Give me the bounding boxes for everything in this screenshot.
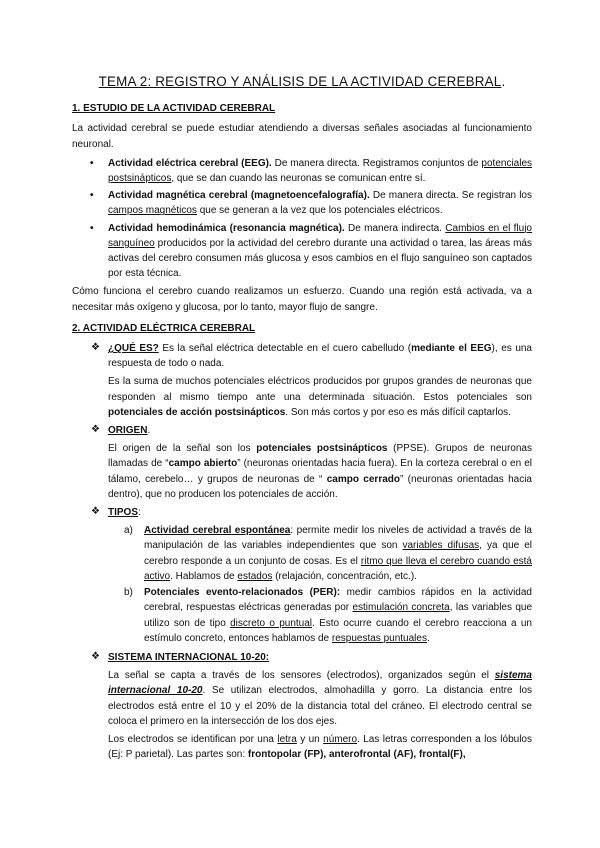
list-item: a) Actividad cerebral espontánea: permite medir los niveles de actividad a través de la manipulación de las variables independientes que son variables difusas, ya que el cerebro responde a un conjunto de cosas. Es el ritmo que lleva el cerebro cuando está activo. Hablamos de estados (relajación, concentración, etc.). (124, 525, 532, 582)
section-1-intro: La actividad cerebral se puede estudiar atendiendo a diversas señales asociadas al funcionamiento neuronal. (72, 123, 532, 150)
diamond-bullet-icon: ❖ (91, 342, 100, 354)
section-1-heading: 1. ESTUDIO DE LA ACTIVIDAD CEREBRAL (72, 103, 276, 115)
tipos-heading: TIPOS (108, 507, 139, 519)
item-label: Actividad cerebral espontánea (144, 525, 291, 537)
title-trail: . (501, 74, 506, 89)
item-label: Potenciales evento-relacionados (PER): (144, 587, 341, 599)
section-2-heading: 2. ACTIVIDAD ELÉCTRICA CEREBRAL (72, 322, 256, 334)
origen-section: ❖ ORIGEN. El origen de la señal son los potenciales postsinápticos (PPSE). Grupos de neuronas llamadas de “campo abierto” (neuronas orientadas hacia fuera). En la corteza cerebral o en el tálamo, cerebelo… y grupos de neuronas de “ campo cerrado” (neuronas orientadas hacia dentro), que no producen los potenciales de acción. (91, 424, 532, 500)
diamond-bullet-icon: ❖ (91, 650, 100, 662)
title-text: TEMA 2: REGISTRO Y ANÁLISIS DE LA ACTIVIDAD CEREBRAL (98, 74, 502, 89)
que-es-heading: ¿QUÉ ES? (108, 343, 159, 355)
section-1-closing: Cómo funciona el cerebro cuando realizamos un esfuerzo. Cuando una región está activada, va a necesitar más oxígeno y glucosa, por lo tanto, mayor flujo de sangre. (72, 286, 532, 313)
que-es-section: ❖ ¿QUÉ ES? Es la señal eléctrica detectable en el cuero cabelludo (mediante el EEG), es una respuesta de todo o nada. Es la suma de muchos potenciales eléctricos producidos por grupos grandes de neuronas que responden al mismo tiempo ante una determinada situación. Estos potenciales son potenciales de acción postsinápticos. Son más cortos y por eso es más difícil captarlos. (91, 342, 532, 418)
sistema-section: ❖ SISTEMA INTERNACIONAL 10-20: La señal se capta a través de los sensores (electrodos), organizados según el sistema internacional 10-20. Se utilizan electrodos, almohadilla y gorro. La distancia entre los electrodos está entre el 10 y el 20% de la distancia total del cráneo. El electrodo central se coloca el primero en la intersección de los dos ejes. Los electrodos se identifican por una letra y un número. Las letras corresponden a los lóbulos (Ej: P parietal). Las partes son: frontopolar (FP), anterofrontal (AF), frontal(F), (91, 650, 533, 761)
signal-list (72, 156, 532, 282)
tipos-section: ❖ TIPOS: a) Actividad cerebral espontánea: permite medir los niveles de actividad a través de la manipulación de las variables independientes que son variables difusas, ya que el cerebro responde a un conjunto de cosas. Es el ritmo que lleva el cerebro cuando está activo. Hablamos de estados (relajación, concentración, etc.). b) Potenciales evento-relacionados (PER): medir cambios rápidos en la actividad cerebral, respuestas eléctricas generadas por estimulación concreta, las variables que utilizo son de tipo discreto o puntual. Esto ocurre cuando el cerebro reacciona a un estímulo concreto, entonces hablamos de respuestas puntuales. (72, 505, 532, 646)
list-item: • Actividad hemodinámica (resonancia magnética). De manera indirecta. Cambios en el flujo sanguíneo producidos por la actividad del cerebro durante una actividad o tarea, las áreas más activas del cerebro consumen más glucosa y esos cambios en el flujo sanguíneo son captados por esta técnica. (90, 222, 532, 280)
bullet-icon: • (90, 190, 94, 202)
list-item: • Actividad magnética cerebral (magnetoencefalografía). De manera directa. Se registran los campos magnéticos que se generan a la vez que los potenciales eléctricos. (90, 190, 532, 217)
document-title (72, 74, 532, 89)
item-label: Actividad magnética cerebral (magnetoencefalografía). (108, 190, 370, 202)
origen-heading: ORIGEN (108, 425, 148, 437)
diamond-bullet-icon: ❖ (91, 424, 100, 436)
bullet-icon: • (90, 222, 94, 234)
diamond-bullet-icon: ❖ (91, 506, 100, 518)
tipos-list (108, 523, 532, 646)
item-label: Actividad eléctrica cerebral (EEG). (108, 157, 272, 169)
list-item: b) Potenciales evento-relacionados (PER): medir cambios rápidos en la actividad cerebral, respuestas eléctricas generadas por estimulación concreta, las variables que utilizo son de tipo discreto o puntual. Esto ocurre cuando el cerebro reacciona a un estímulo concreto, entonces hablamos de respuestas puntuales. (124, 587, 533, 644)
item-label: Actividad hemodinámica (resonancia magnética). (108, 222, 345, 234)
list-item: • Actividad eléctrica cerebral (EEG). De manera directa. Registramos conjuntos de potenciales postsinápticos, que se dan cuando las neuronas se comunican entre sí. (90, 157, 533, 185)
bullet-icon: • (90, 157, 94, 169)
sistema-heading: SISTEMA INTERNACIONAL 10-20: (108, 651, 270, 663)
